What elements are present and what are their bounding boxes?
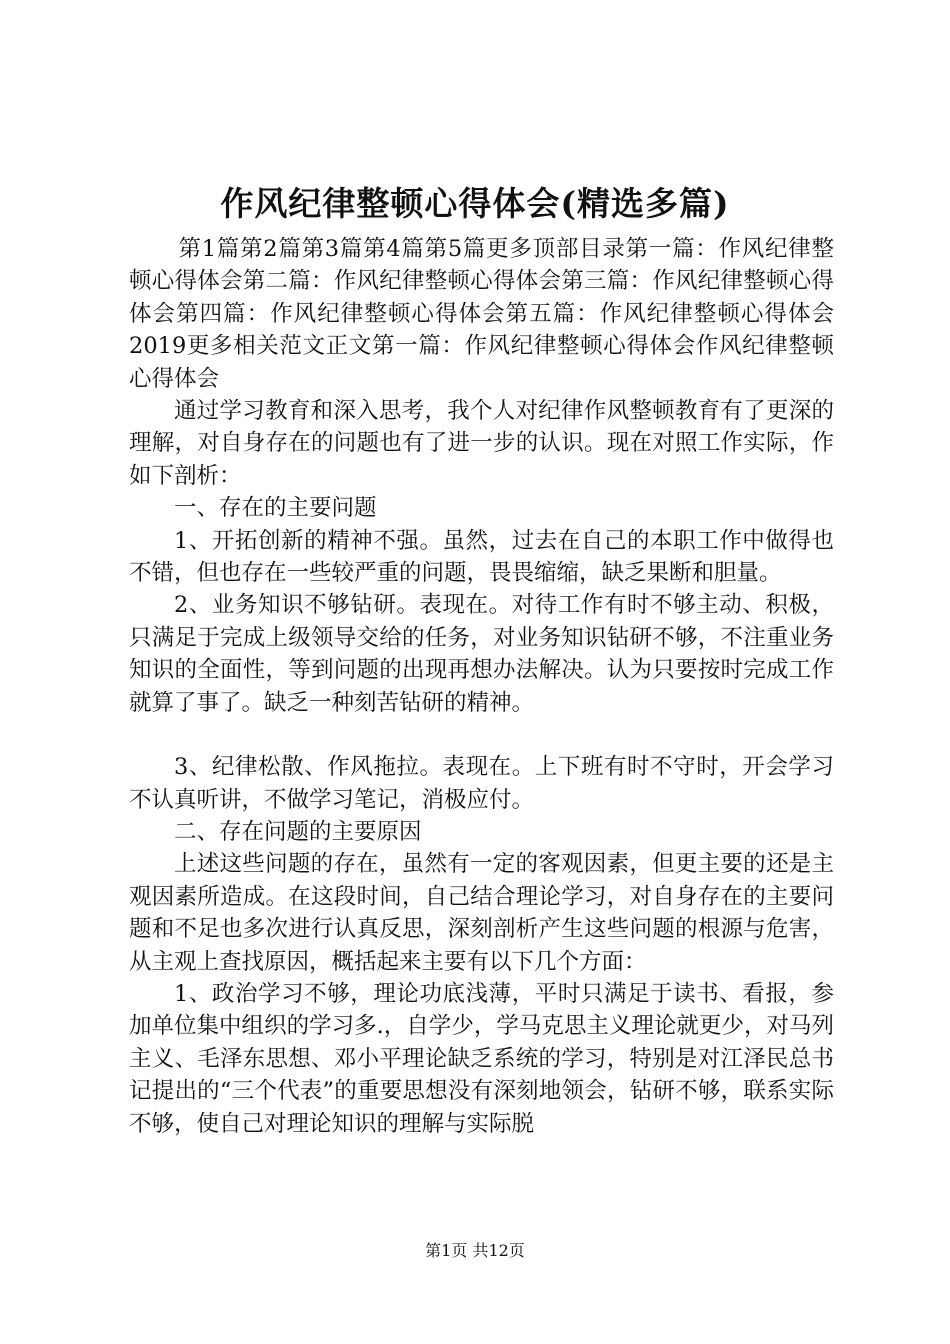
problem-item-2: 2、业务知识不够钻研。表现在。对待工作有时不够主动、积极，只满足于完成上级领导交给的任务，对业务知识钻研不够，不注重业务知识的全面性，等到问题的出现再想办法解决。认为只要按时完成工作就算了事了。缺乏一种刻苦钻研的精神。 [129, 592, 834, 716]
cause-item-1: 1、政治学习不够，理论功底浅薄，平时只满足于读书、看报，参加单位集中组织的学习多.，自学少，学马克思主义理论就更少，对马列主义、毛泽东思想、邓小平理论缺乏系统的学习，特别是对江泽民总书记提出的“三个代表”的重要思想没有深刻地领会，钻研不够，联系实际不够，使自己对理论知识的理解与实际脱 [129, 980, 834, 1137]
toc-paragraph: 第1篇第2篇第3篇第4篇第5篇更多顶部目录第一篇：作风纪律整顿心得体会第二篇：作风纪律整顿心得体会第三篇：作风纪律整顿心得体会第四篇：作风纪律整顿心得体会第五篇：作风纪律整顿心得体会2019更多相关范文正文第一篇：作风纪律整顿心得体会作风纪律整顿心得体会 [129, 236, 834, 392]
section-heading-causes: 二、存在问题的主要原因 [174, 818, 422, 845]
document-title: 作风纪律整顿心得体会(精选多篇) [220, 184, 730, 223]
intro-paragraph: 通过学习教育和深入思考，我个人对纪律作风整顿教育有了更深的理解，对自身存在的问题也有了进一步的认识。现在对照工作实际，作如下剖析： [129, 398, 834, 489]
page-footer: 第1页 共12页 [425, 1241, 525, 1260]
problem-item-1: 1、开拓创新的精神不强。虽然，过去在自己的本职工作中做得也不错，但也存在一些较严重的问题，畏畏缩缩，缺乏果断和胆量。 [129, 527, 834, 587]
document-body [129, 233, 834, 1140]
problem-item-3: 3、纪律松散、作风拖拉。表现在。上下班有时不守时，开会学习不认真听讲，不做学习笔记，消极应付。 [129, 754, 834, 813]
causes-intro-paragraph: 上述这些问题的存在，虽然有一定的客观因素，但更主要的还是主观因素所造成。在这段时间，自己结合理论学习，对自身存在的主要问题和不足也多次进行认真反思，深刻剖析产生这些问题的根源与危害，从主观上查找原因，概括起来主要有以下几个方面： [129, 851, 834, 975]
section-heading-problems: 一、存在的主要问题 [174, 495, 377, 522]
